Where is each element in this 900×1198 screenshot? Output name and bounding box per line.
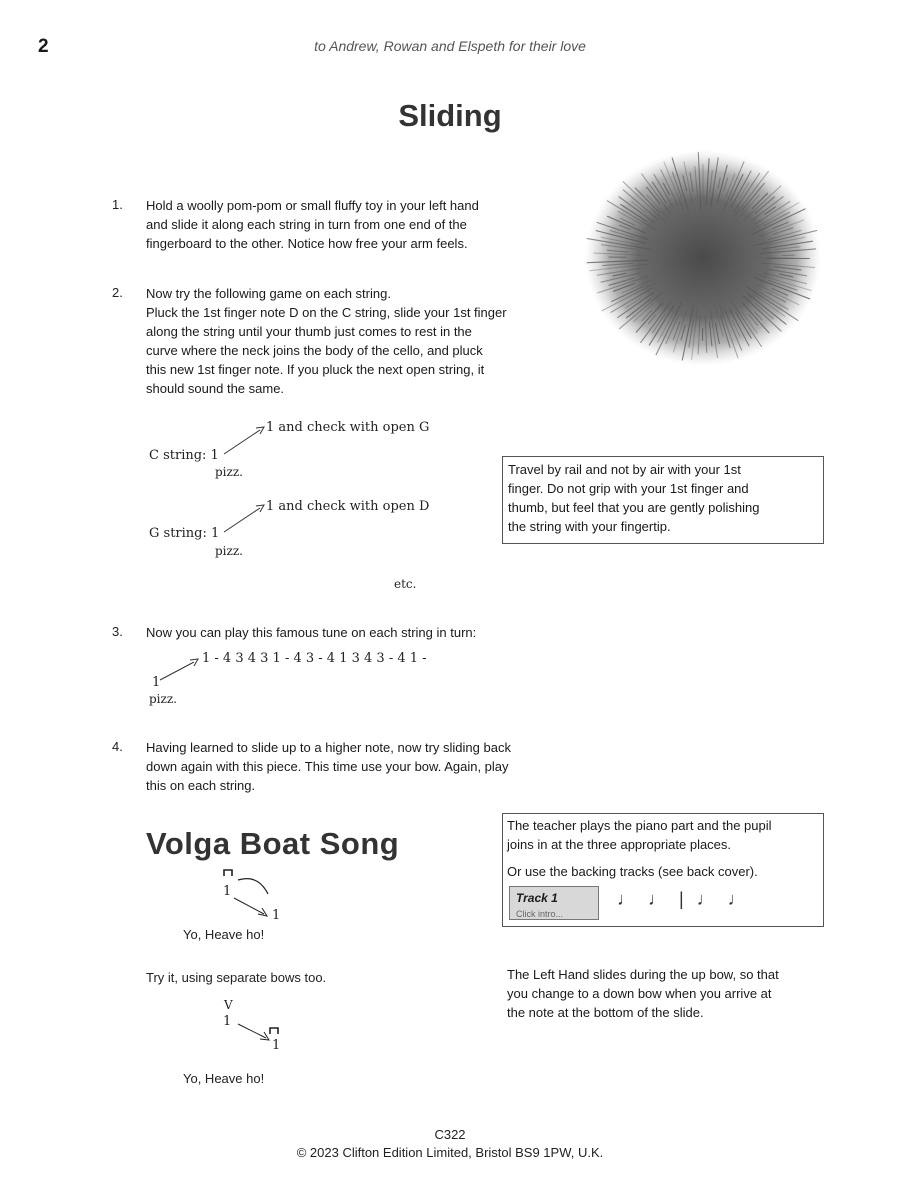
step-number: 1. [112,197,123,212]
page-number: 2 [38,36,49,57]
finger-number: 1 [272,908,281,923]
track-1-button[interactable]: Track 1 Click intro... [509,886,599,920]
step-2-text: Now try the following game on each string. Pluck the 1st finger note D on the C string, slide your 1st finger along the string until your thumb just comes to rest in the curve where the neck joins the body of the cello, and pluck this new 1st finger note. If you pluck the next open string, it should sound the same. [146,286,507,396]
up-bow-icon: V [224,998,233,1012]
finger-number: 1 [272,1038,281,1053]
step-4-text: Having learned to slide up to a higher note, now try sliding back down again with this piece. This time use your bow. Again, play this on each string. [146,740,511,793]
pizz-label: pizz. [215,544,243,558]
footer-copyright: © 2023 Clifton Edition Limited, Bristol BS9 1PW, U.K. [296,1145,604,1160]
lyrics: Yo, Heave ho! [183,1071,265,1086]
pizz-label: pizz. [215,465,243,479]
slide-arrow-icon [220,498,270,538]
song-title: Volga Boat Song [146,826,400,861]
lyrics: Yo, Heave ho! [183,927,265,942]
pizz-label: pizz. [149,692,177,706]
separate-bows-text: Try it, using separate bows too. [146,970,327,985]
step-number: 4. [112,739,123,754]
slide-arrow-icon [220,420,270,460]
etc-label: etc. [394,577,417,591]
left-hand-note: The Left Hand slides during the up bow, so that you change to a down bow when you arrive at the note at the bottom of the slide. [507,967,779,1020]
finger-number: 1 [223,884,232,899]
c-string-target: 1 and check with open G [266,420,430,435]
pompom-image [575,140,835,380]
rhythm-notation: ♩ ♩ | ♩ ♩ [617,889,750,909]
tune-sequence: 1 - 4 3 4 3 1 - 4 3 - 4 1 3 4 3 - 4 1 - [202,651,427,666]
step-3-text: Now you can play this famous tune on each string in turn: [146,625,477,640]
tip-box: Travel by rail and not by air with your 1st finger. Do not grip with your 1st finger and thumb, but feel that you are gently polishing the string with your fingertip. [502,456,824,544]
slide-arrow-icon [226,1018,286,1054]
slide-arrow-icon [156,652,204,686]
c-string-label: C string: 1 [149,448,219,463]
dedication: to Andrew, Rowan and Elspeth for their love [314,38,586,54]
tune-start: 1 [152,675,161,690]
step-number: 2. [112,285,123,300]
finger-number: 1 [223,1014,232,1029]
g-string-label: G string: 1 [149,526,220,541]
footer-code: C322 [434,1127,466,1142]
g-string-target: 1 and check with open D [266,499,430,514]
page-title: Sliding [398,98,502,133]
step-1-text: Hold a woolly pom-pom or small fluffy toy in your left hand and slide it along each string in turn from one end of the fingerboard to the other. Notice how free your arm feels. [146,198,479,251]
piano-box: The teacher plays the piano part and the pupil joins in at the three appropriate places. Or use the backing tracks (see back cover). Track 1 Click intro... ♩ ♩ | ♩ ♩ [502,813,824,927]
step-number: 3. [112,624,123,639]
